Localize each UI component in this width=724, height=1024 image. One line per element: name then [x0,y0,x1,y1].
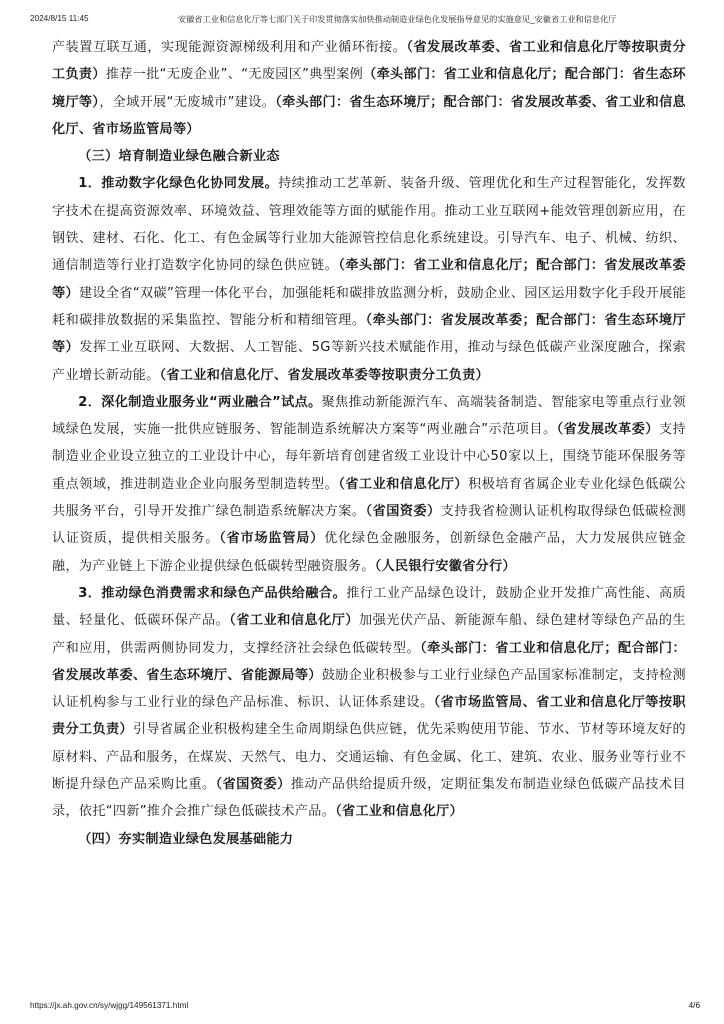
section-heading-3: （三）培育制造业绿色融合新业态 [78,149,280,165]
text-segment: 持续推动工艺革新、装备升级、管理优化和生产过程智能化，发挥数字技术在提高资源效率、环境效益、管理效能等方面的赋能作用。推动工业互联网+能效管理创新应用，在钢铁、建材、石化、化工、有色金属等行业加大能源管控信息化系统建设。引导汽车、电子、机械、纺织、通信制造等行业打造数字化协同的绿色供应链。 [52,176,686,274]
responsible-department: （省工业和信息化厅） [338,476,469,492]
responsible-department: （省国资委） [215,777,291,793]
print-datetime: 2024/8/15 11:45 [30,14,89,23]
text-segment: 引导省属企业积极构建全生命周期绿色供应链，优先采购使用节能、节水、节材等环境友好的原材料、产品和服务，在煤炭、天然气、电力、交通运输、有色金属、化工、建筑、农业、服务业等行业不断提升绿色产品采购比重。 [52,722,686,793]
text-segment: 发挥工业互联网、大数据、人工智能、5G等新兴技术赋能作用，推动与绿色低碳产业深度融合，探索产业增长新动能。 [52,340,686,383]
responsible-department: 1．推动数字化绿色化协同发展。 [78,176,279,192]
responsible-department: （省发展改革委、省工业和信息化厅等按职责分工负责） [52,40,686,83]
document-title: 安徽省工业和信息化厅等七部门关于印发贯彻落实加快推动制造业绿色化发展指导意见的实施意见_安徽省工业和信息化厅 [178,15,617,24]
text-segment: 支持我省检测认证机构取得绿色低碳检测认证资质，提供相关服务。 [52,504,686,547]
text-segment: 支持制造业企业设立独立的工业设计中心，每年新培育创建省级工业设计中心50家以上，围绕节能环保服务等重点领域，推进制造业企业向服务型制造转型。 [52,422,686,492]
text-segment: 积极培育省属企业专业化绿色低碳公共服务平台，引导开发推广绿色制造系统解决方案。 [52,476,686,520]
responsible-department: 2．深化制造业服务业“两业融合”试点。 [78,394,322,410]
document-body [52,34,686,853]
text-segment: 鼓励企业积极参与工业行业绿色产品国家标准制定，支持检测认证机构参与工业行业的绿色产品标准、标识、认证体系建设。 [52,667,687,711]
print-footer [30,1001,700,1015]
responsible-department: （省工业和信息化厅、省发展改革委等按职责分工负责） [159,367,490,383]
responsible-department: （牵头部门：省生态环境厅；配合部门：省发展改革委、省工业和信息化厅、省市场监管局等） [52,94,686,137]
item-paragraph-2 [52,389,686,580]
item-paragraph-1 [52,170,686,388]
text-segment: 推荐一批“无废企业”、“无废园区”典型案例 [105,67,364,83]
text-segment: 推行工业产品绿色设计，鼓励企业开发推广高性能、高质量、轻量化、低碳环保产品。 [52,585,686,629]
section-heading-4: （四）夯实制造业绿色发展基础能力 [78,831,294,847]
paragraph-continued [52,34,686,143]
responsible-department: 3．推动绿色消费需求和绿色产品供给融合。 [78,585,347,601]
responsible-department: （牵头部门：省发展改革委；配合部门：省生态环境厅等） [52,312,686,356]
responsible-department: （省工业和信息化厅） [229,613,359,629]
text-segment: 产装置互联互通，实现能源资源梯级利用和产业循环衔接。 [52,40,407,55]
text-segment: 加强光伏产品、新能源车船、绿色建材等绿色产品的生产和应用，供需两侧协同发力，支撑经济社会绿色低碳转型。 [52,613,686,656]
item-paragraph-3 [52,580,686,826]
responsible-department: （省发展改革委） [556,422,659,438]
text-segment: 聚焦推动新能源汽车、高端装备制造、智能家电等重点行业领域绿色发展，实施一批供应链服务、智能制造系统解决方案等“两业融合”示范项目。 [52,394,686,438]
responsible-department: （牵头部门：省工业和信息化厅；配合部门：省发展改革委、省生态环境厅、省能源局等） [52,640,687,683]
page-number: 4/6 [688,1001,700,1010]
page-url: https://jx.ah.gov.cn/sy/wjgg/149561371.html [30,1001,189,1010]
responsible-department: （省市场监管局、省工业和信息化厅等按职责分工负责） [52,695,686,738]
responsible-department: （省国资委） [365,504,441,520]
responsible-department: （人民银行安徽省分行） [374,558,516,574]
responsible-department: （省市场监管局） [219,531,325,547]
print-header [18,14,706,28]
responsible-department: （牵头部门：省工业和信息化厅；配合部门：省生态环境厅等） [52,67,687,110]
text-segment: 优化绿色金融服务，创新绿色金融产品，大力发展供应链金融，为产业链上下游企业提供绿色低碳转型融资服务。 [52,531,686,574]
text-segment: 推动产品供给提质升级，定期征集发布制造业绿色低碳产品技术目录，依托“四新”推介会推广绿色低碳技术产品。 [52,777,686,820]
responsible-department: （牵头部门：省工业和信息化厅；配合部门：省发展改革委等） [52,258,686,301]
text-segment: ，全域开展“无废城市”建设。 [99,94,276,110]
responsible-department: （省工业和信息化厅） [335,804,464,820]
text-segment: 建设全省“双碳”管理一体化平台，加强能耗和碳排放监测分析，鼓励企业、园区运用数字化手段开展能耗和碳排放数据的采集监控、智能分析和精细管理。 [52,285,686,328]
